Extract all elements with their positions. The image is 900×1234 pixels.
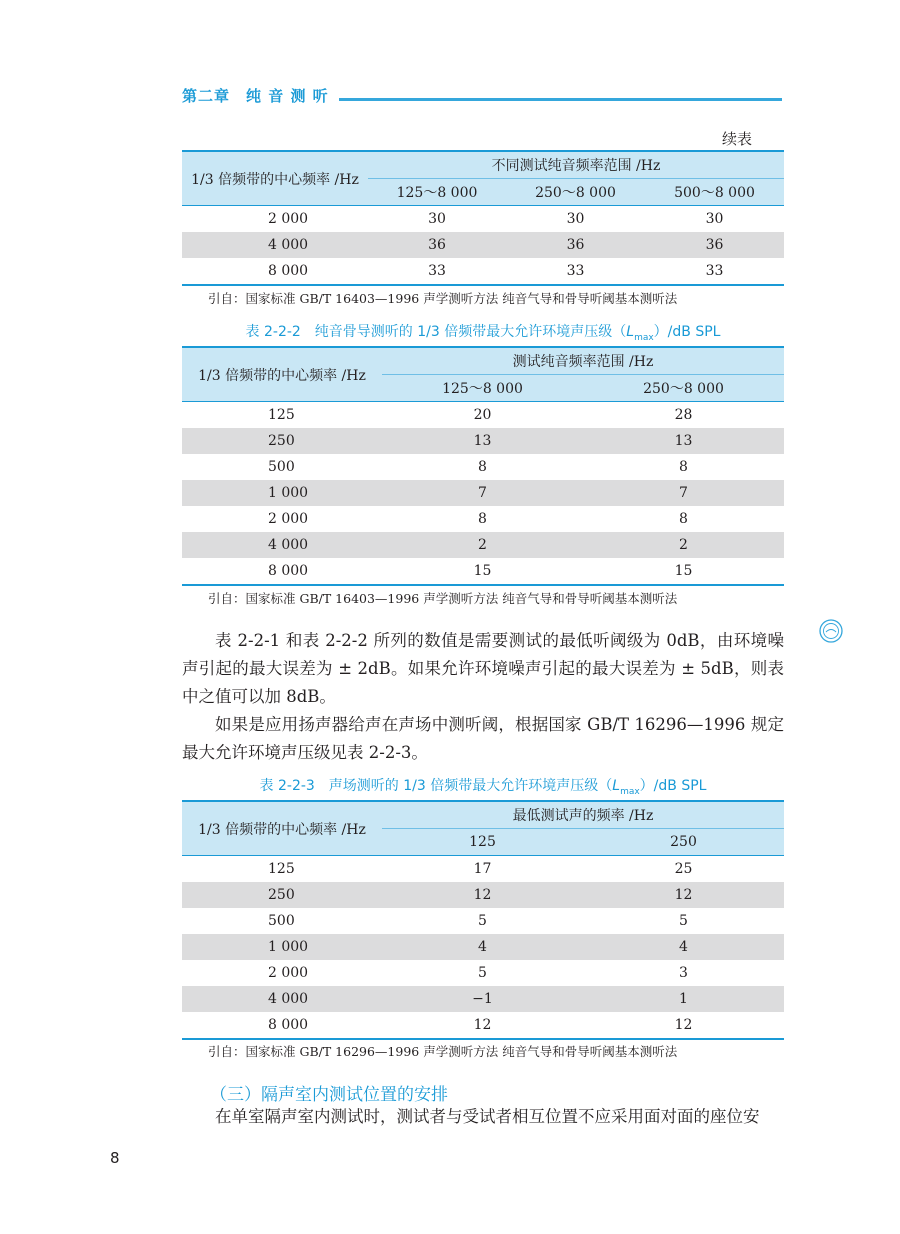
caption-subscript: max [620,786,640,797]
table-cell: 125 [268,861,295,877]
column-header: 125～8 000 [382,375,583,402]
table-cell: 7 [382,480,583,506]
table-cell: 36 [645,232,784,258]
table-row [182,934,784,960]
table-cell: 30 [705,211,724,227]
table-cell: 13 [583,428,784,454]
table-cell: 250 [182,428,382,454]
table-cell: 5 [679,913,688,929]
group-header: 最低测试声的频率 /Hz [382,801,784,829]
table-row [182,506,784,532]
column-header: 125～8 000 [368,179,506,206]
table-row [182,558,784,585]
table-row [182,986,784,1012]
row-header: 1/3 倍频带的中心频率 /Hz [182,151,368,206]
table-row [182,882,784,908]
table-source-note: 引自：国家标准 GB/T 16403—1996 声学测听方法 纯音气导和骨导听阈基本测听法 [208,591,678,606]
table-cell: 15 [583,558,784,585]
header-rule [339,98,782,101]
column-header: 250 [583,829,784,856]
body-paragraph: 在单室隔声室内测试时，测试者与受试者相互位置不应采用面对面的座位安 [215,1107,760,1126]
chapter-title: 第二章 纯 音 测 听 [182,86,329,105]
table-caption [182,775,784,797]
table-cell: 8 [478,511,487,527]
table-cell: 25 [674,861,693,877]
table-cell: 30 [428,211,446,227]
section-heading: （三）隔声室内测试位置的安排 [210,1085,448,1105]
table-cell: 13 [382,428,583,454]
row-header: 1/3 倍频带的中心频率 /Hz [182,801,382,856]
table-cell: 500 [268,459,295,475]
caption-text: 表 2-2-2 纯音骨导测听的 1/3 倍频带最大允许环境声压级（ [245,324,627,340]
publisher-seal-icon [818,618,844,644]
table-row [182,856,784,883]
table-row [182,1012,784,1039]
table-cell: 4 [583,934,784,960]
caption-symbol: L [612,778,621,794]
table-row [182,402,784,429]
table-cell: 4 000 [182,986,382,1012]
column-header: 500～8 000 [645,179,784,206]
table-row [182,480,784,506]
table-caption [182,321,784,343]
column-header: 250～8 000 [506,179,645,206]
table-cell: 500 [268,913,295,929]
table-cell: 2 000 [268,511,309,527]
running-header [182,84,782,106]
column-header: 250～8 000 [583,375,784,402]
table-cell: 8 000 [182,258,368,285]
table-cell: 8 000 [182,1012,382,1039]
table-cell: 33 [368,258,506,285]
table-cell: 3 [679,965,688,981]
table-cell: 4 000 [182,532,382,558]
table-cell: 30 [566,211,585,227]
table-cell: 2 000 [268,965,309,981]
caption-unit: ）/dB SPL [653,324,721,340]
table-source-note: 引自：国家标准 GB/T 16296—1996 声学测听方法 纯音气导和骨导听阈基本测听法 [208,1044,678,1059]
table-cell: 8 [478,459,487,475]
caption-text: 表 2-2-3 声场测听的 1/3 倍频带最大允许环境声压级（ [259,778,613,794]
table-cell: 12 [382,882,583,908]
table-2-2-1-continued [182,150,784,286]
table-cell: 28 [674,407,693,423]
table-row [182,206,784,233]
table-cell: 8 000 [182,558,382,585]
table-cell: 1 000 [182,480,382,506]
table-cell: 4 000 [182,232,368,258]
table-cell: 2 000 [268,211,309,227]
table-cell: 5 [478,913,487,929]
table-cell: 15 [382,558,583,585]
table-row [182,454,784,480]
table-cell: 36 [368,232,506,258]
page-number: 8 [110,1149,120,1167]
table-cell: 2 [382,532,583,558]
table-cell: 12 [382,1012,583,1039]
table-cell: 33 [645,258,784,285]
table-row [182,258,784,285]
table-row [182,960,784,986]
table-cell: 17 [473,861,492,877]
group-header: 不同测试纯音频率范围 /Hz [368,151,784,179]
table-cell: 20 [473,407,492,423]
table-cell: 4 [382,934,583,960]
caption-unit: ）/dB SPL [639,778,707,794]
table-cell: 125 [268,407,295,423]
table-cell: −1 [382,986,583,1012]
body-paragraph: 如果是应用扬声器给声在声场中测听阈，根据国家 GB/T 16296—1996 规定最大允许环境声压级见表 2-2-3。 [182,715,784,762]
table-cell: 36 [506,232,645,258]
table-cell: 12 [583,882,784,908]
table-cell: 12 [583,1012,784,1039]
continued-label: 续表 [722,130,753,148]
table-source-note: 引自：国家标准 GB/T 16403—1996 声学测听方法 纯音气导和骨导听阈基本测听法 [208,291,678,306]
table-2-2-3 [182,800,784,1040]
table-cell: 7 [583,480,784,506]
table-cell: 2 [583,532,784,558]
table-cell: 1 000 [182,934,382,960]
table-cell: 8 [679,511,688,527]
table-cell: 1 [583,986,784,1012]
caption-symbol: L [626,324,635,340]
table-cell: 5 [478,965,487,981]
table-cell: 8 [679,459,688,475]
table-row [182,908,784,934]
table-row [182,532,784,558]
group-header: 测试纯音频率范围 /Hz [382,347,784,375]
table-row [182,428,784,454]
row-header: 1/3 倍频带的中心频率 /Hz [182,347,382,402]
column-header: 125 [382,829,583,856]
body-paragraph: 表 2-2-1 和表 2-2-2 所列的数值是需要测试的最低听阈级为 0dB，由环境噪声引起的最大误差为 ± 2dB。如果允许环境噪声引起的最大误差为 ± 5dB，则表中之值可以加 8dB。 [182,631,784,706]
table-cell: 33 [506,258,645,285]
caption-subscript: max [634,332,654,343]
table-cell: 250 [182,882,382,908]
table-2-2-2 [182,346,784,586]
table-row [182,232,784,258]
